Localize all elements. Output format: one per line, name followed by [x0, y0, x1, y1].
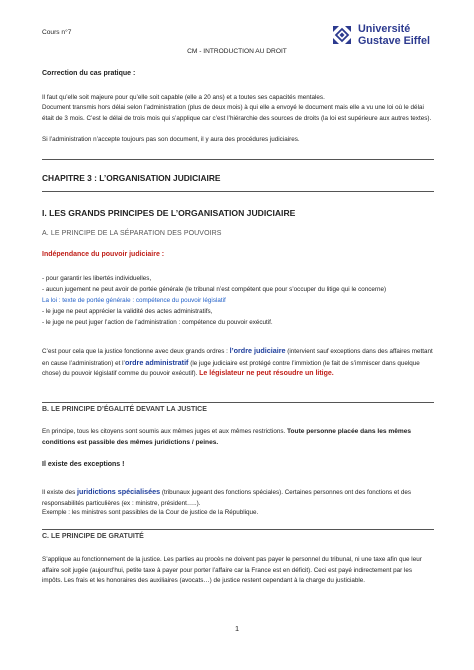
- gratuite-paragraph: S’applique au fonctionnement de la justice. Les parties au procès ne doivent pas payer le personnel du tribunal, ni une taxe afin que leur affaire soit jugée (aujourd’hui, petite taxe à payer pour porter l’affaire car la France est en déficit). Ceci est payé indirectement par les impôts. Les frais et les honoraires des auxiliaires (avocats…) de justice restent cependant à la charge du justiciable.: [42, 556, 422, 584]
- university-name: [358, 23, 430, 47]
- exceptions-title: Il existe des exceptions !: [42, 461, 125, 468]
- list-item: - pour garantir les libertés individuelles,: [42, 275, 152, 282]
- chapter-title: CHAPITRE 3 : L’ORGANISATION JUDICIAIRE: [42, 173, 221, 183]
- university-name-line2: Gustave Eiffel: [358, 35, 431, 47]
- list-item: - le juge ne peut apprécier la validité des actes administratifs,: [42, 308, 213, 315]
- law-definition: La loi : texte de portée générale : compétence du pouvoir législatif: [42, 297, 226, 304]
- correction-paragraph-3: Si l’administration n’accepte toujours pas son document, il y aura des procédures judiciaires.: [42, 136, 300, 143]
- ordre-administratif-keyword: ordre administratif: [124, 357, 189, 367]
- subsection-title-a: A. LE PRINCIPE DE LA SÉPARATION DES POUVOIRS: [42, 230, 222, 237]
- university-logo-icon: [331, 24, 353, 46]
- exceptions-text: Il existe des: [42, 489, 77, 496]
- university-logo: [331, 23, 451, 49]
- correction-paragraph-1: Il faut qu’elle soit majeure pour qu’elle soit capable (elle a 20 ans) et a toutes ses capacités mentales.: [42, 94, 325, 101]
- subsection-title-b: B. LE PRINCIPE D’ÉGALITÉ DEVANT LA JUSTICE: [42, 406, 207, 413]
- section-title: I. LES GRANDS PRINCIPES DE L’ORGANISATION JUDICIAIRE: [42, 208, 296, 218]
- juridictions-keyword: juridictions spécialisées: [77, 487, 161, 496]
- university-name-line1: Université: [358, 23, 411, 35]
- egalite-text: En principe, tous les citoyens sont soumis aux mêmes juges et aux mêmes restrictions.: [42, 428, 287, 435]
- ordres-paragraph: [42, 346, 434, 380]
- exceptions-text: (tribunaux jugeant des fonctions spéciales). Certaines personnes ont des fonctions et des responsabilités particulières (ex : ministre, président…..).: [42, 489, 412, 507]
- ordres-text: C’est pour cela que la justice fonctionne avec deux grands ordres :: [42, 348, 230, 355]
- document-header-title: CM - INTRODUCTION AU DROIT: [187, 48, 287, 55]
- list-item: - le juge ne peut juger l’action de l’administration : compétence du pouvoir exécutif.: [42, 319, 273, 326]
- legislateur-statement: Le législateur ne peut résoudre un litige.: [199, 370, 334, 377]
- independance-title: Indépendance du pouvoir judiciaire :: [42, 251, 165, 258]
- exceptions-paragraph: [42, 487, 434, 509]
- egalite-bold-text: Toute personne placée dans les mêmes conditions est passible des mêmes juridictions / peines.: [42, 428, 412, 446]
- ordre-judiciaire-keyword: l’ordre judiciaire: [229, 346, 286, 355]
- page-number: 1: [234, 624, 240, 633]
- correction-paragraph-2: Document transmis hors délai selon l’administration (plus de deux mois) à qui elle a envoyé le document mais elle a vu une loi où le délai était de 3 mois. C’est le délai de trois mois qui s’applique car c’est l’hiérarchie des sources de droits (la loi est supérieure aux autres textes).: [42, 104, 432, 122]
- divider: [42, 402, 434, 403]
- list-item: - aucun jugement ne peut avoir de portée générale (le tribunal n’est compétent que pour s’occuper du litige qui le concerne): [42, 286, 387, 293]
- exceptions-example: Exemple : les ministres sont passibles de la Cour de justice de la République.: [42, 509, 259, 516]
- subsection-title-c: C. LE PRINCIPE DE GRATUITÉ: [42, 533, 144, 540]
- ordres-text: (intervient sauf exceptions dans des affaires mettant en cause l’administration) et l’: [42, 348, 433, 367]
- ordres-text: (le juge judiciaire est protégé contre l’immixtion (le fait de s’immiscer dans quelque chose) du pouvoir législatif comme du pouvoir exécutif).: [42, 359, 420, 377]
- divider: [42, 191, 434, 192]
- course-number: Cours n°7: [42, 29, 72, 36]
- divider: [42, 159, 434, 160]
- egalite-paragraph: [42, 427, 434, 448]
- divider: [42, 529, 434, 530]
- correction-title: Correction du cas pratique :: [42, 70, 136, 77]
